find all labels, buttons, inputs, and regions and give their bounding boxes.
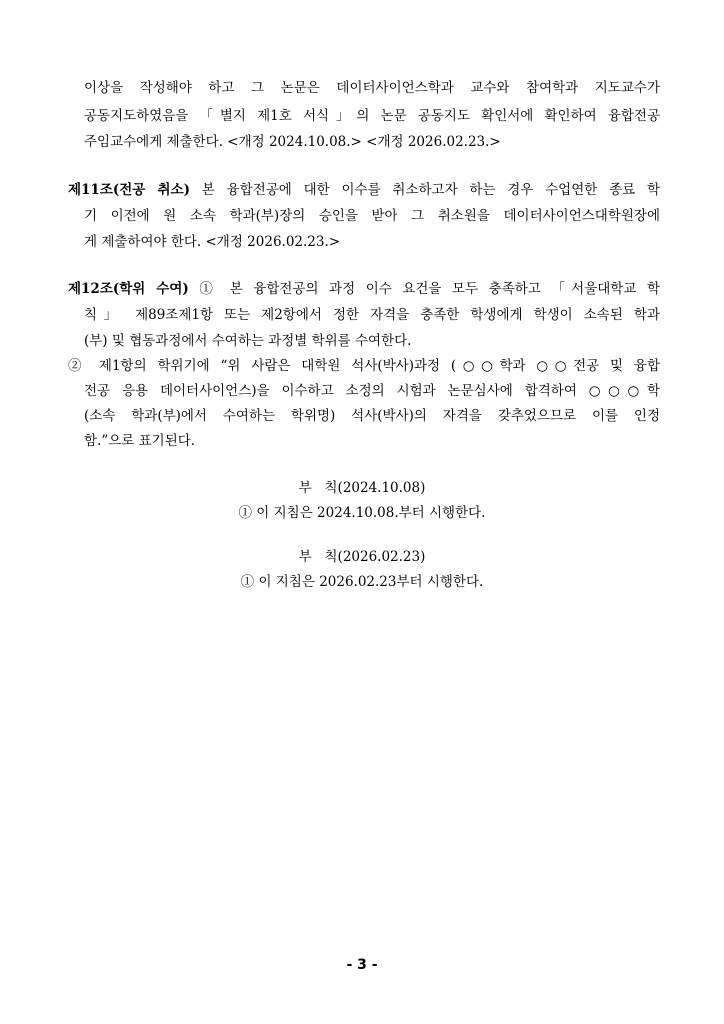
- article-12-line-1: [68, 279, 660, 299]
- addendum-2-text: ① 이 지침은 2026.02.23부터 시행한다.: [240, 574, 484, 590]
- article-10-line-3: 주임교수에게 제출한다. <개정 2024.10.08.> <개정 2026.02.23.>: [84, 134, 501, 150]
- article-12-line-3: (부) 및 협동과정에서 수여하는 과정별 학위를 수여한다.: [84, 333, 412, 349]
- article-11-line-2: 기 이전에 원 소속 학과(부)장의 승인을 받아 그 취소원을 데이터사이언스대학원장에: [84, 208, 660, 224]
- article-12-heading: 제12조(학위 수여): [68, 281, 189, 297]
- page-number: - 3 -: [346, 957, 378, 973]
- addendum-2-title: 부 칙(2026.02.23): [298, 549, 426, 565]
- article-12-para-2-line-4: 함.”으로 표기된다.: [84, 433, 196, 449]
- addendum-1-title: 부 칙(2024.10.08): [298, 480, 426, 496]
- article-11-heading: 제11조(전공 취소): [68, 182, 191, 198]
- article-11-text: 본 융합전공에 대한 이수를 취소하고자 하는 경우 수업연한 종료 학: [190, 182, 660, 198]
- article-10-line-1: 이상을 작성해야 하고 그 논문은 데이터사이언스학과 교수와 참여학과 지도교수가: [84, 80, 660, 96]
- article-12-line-2: 칙」 제89조제1항 또는 제2항에서 정한 자격을 충족한 학생에게 학생이 소속된 학과: [84, 307, 660, 323]
- article-11-line-1: [68, 180, 660, 200]
- article-11-line-3: 게 제출하여야 한다. <개정 2026.02.23.>: [84, 234, 341, 250]
- article-12-para-2-line-1: ② 제1항의 학위기에 “위 사람은 대학원 석사(박사)과정 (○○학과 ○○전공 및 융합: [68, 358, 660, 374]
- article-12-para-2-line-2: 전공 응용 데이터사이언스)을 이수하고 소정의 시험과 논문심사에 합격하여 ○○○학: [84, 383, 660, 399]
- addendum-1-text: ① 이 지침은 2024.10.08.부터 시행한다.: [238, 505, 486, 521]
- article-12-text: ① 본 융합전공의 과정 이수 요건을 모두 충족하고 「서울대학교 학: [188, 281, 660, 297]
- article-10-line-2: 공동지도하였음을 「별지 제1호 서식」의 논문 공동지도 확인서에 확인하여 융합전공: [84, 108, 660, 124]
- article-12-para-2-line-3: (소속 학과(부)에서 수여하는 학위명) 석사(박사)의 자격을 갖추었으므로 이를 인정: [84, 408, 660, 424]
